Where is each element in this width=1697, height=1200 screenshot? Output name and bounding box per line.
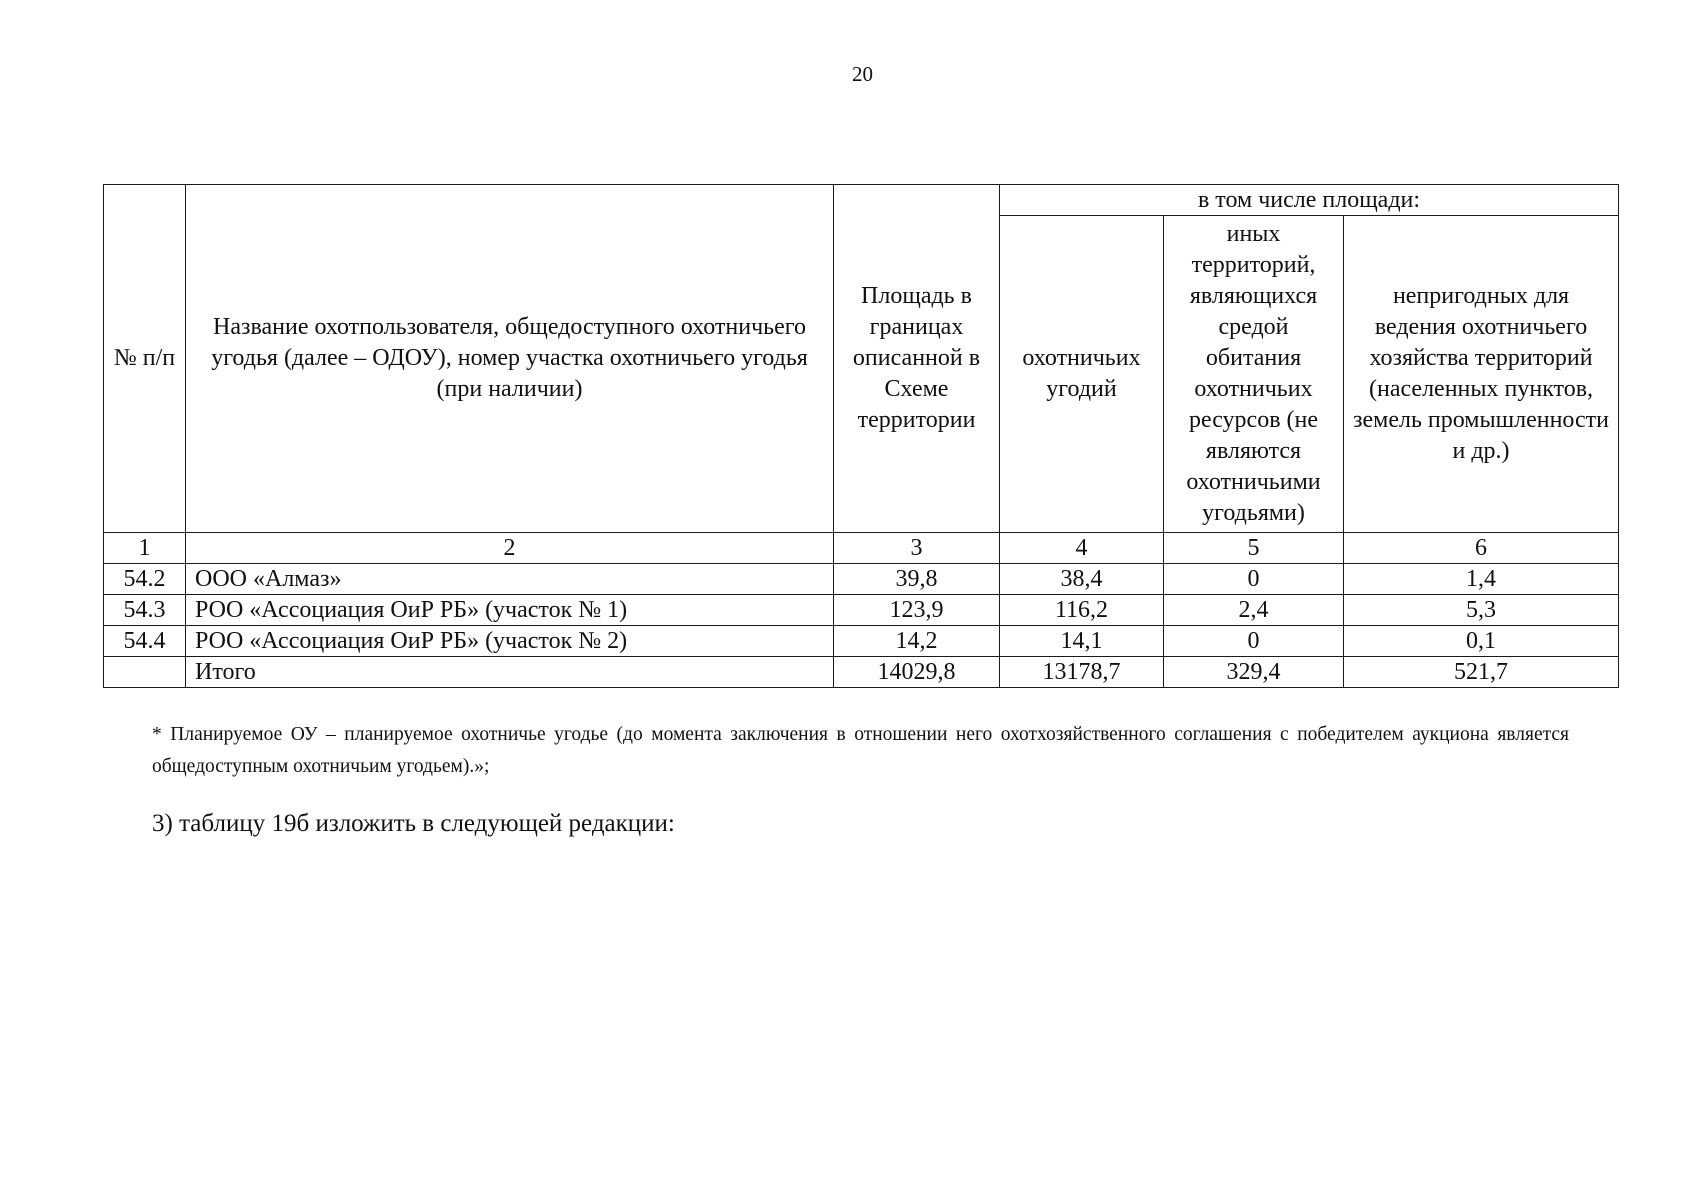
row-other: 0	[1164, 626, 1344, 657]
footnote: * Планируемое ОУ – планируемое охотничье угодье (до момента заключения в отношении него охотхозяйственного соглашения с победителем аукциона является общедоступным охотничьим угодьем).»;	[152, 724, 1569, 777]
header-hunting-lands: охотничьих угодий	[1000, 216, 1164, 533]
table-row	[104, 626, 1619, 657]
row-number: 54.2	[104, 564, 186, 595]
row-unsuitable: 5,3	[1344, 595, 1619, 626]
column-number: 3	[834, 533, 1000, 564]
column-number: 2	[186, 533, 834, 564]
column-number-row	[104, 533, 1619, 564]
row-other: 2,4	[1164, 595, 1344, 626]
row-hunting: 13178,7	[1000, 657, 1164, 688]
page-number: 20	[852, 62, 873, 86]
total-row	[104, 657, 1619, 688]
row-name: Итого	[186, 657, 834, 688]
row-name: РОО «Ассоциация ОиР РБ» (участок № 1)	[186, 595, 834, 626]
table-row	[104, 564, 1619, 595]
hunting-area-table	[103, 184, 1619, 688]
table-header-row	[104, 185, 1619, 216]
row-unsuitable: 521,7	[1344, 657, 1619, 688]
row-name: ООО «Алмаз»	[186, 564, 834, 595]
row-hunting: 38,4	[1000, 564, 1164, 595]
row-hunting: 116,2	[1000, 595, 1164, 626]
row-name: РОО «Ассоциация ОиР РБ» (участок № 2)	[186, 626, 834, 657]
row-other: 0	[1164, 564, 1344, 595]
header-area: Площадь в границах описанной в Схеме территории	[834, 185, 1000, 533]
header-other-territories: иных территорий, являющихся средой обитания охотничьих ресурсов (не являются охотничьими угодьями)	[1164, 216, 1344, 533]
column-number: 4	[1000, 533, 1164, 564]
row-number: 54.4	[104, 626, 186, 657]
row-area: 14,2	[834, 626, 1000, 657]
row-unsuitable: 0,1	[1344, 626, 1619, 657]
amendment-instruction: 3) таблицу 19б изложить в следующей редакции:	[152, 810, 675, 837]
column-number: 1	[104, 533, 186, 564]
header-unsuitable-territories: непригодных для ведения охотничьего хозяйства территорий (населенных пунктов, земель промышленности и др.)	[1344, 216, 1619, 533]
column-number: 6	[1344, 533, 1619, 564]
column-number: 5	[1164, 533, 1344, 564]
header-number: № п/п	[104, 185, 186, 533]
row-other: 329,4	[1164, 657, 1344, 688]
row-unsuitable: 1,4	[1344, 564, 1619, 595]
row-number: 54.3	[104, 595, 186, 626]
row-number	[104, 657, 186, 688]
header-name: Название охотпользователя, общедоступного охотничьего угодья (далее – ОДОУ), номер участка охотничьего угодья (при наличии)	[186, 185, 834, 533]
row-area: 123,9	[834, 595, 1000, 626]
table-row	[104, 595, 1619, 626]
row-area: 39,8	[834, 564, 1000, 595]
row-hunting: 14,1	[1000, 626, 1164, 657]
row-area: 14029,8	[834, 657, 1000, 688]
header-group-including: в том числе площади:	[1000, 185, 1619, 216]
